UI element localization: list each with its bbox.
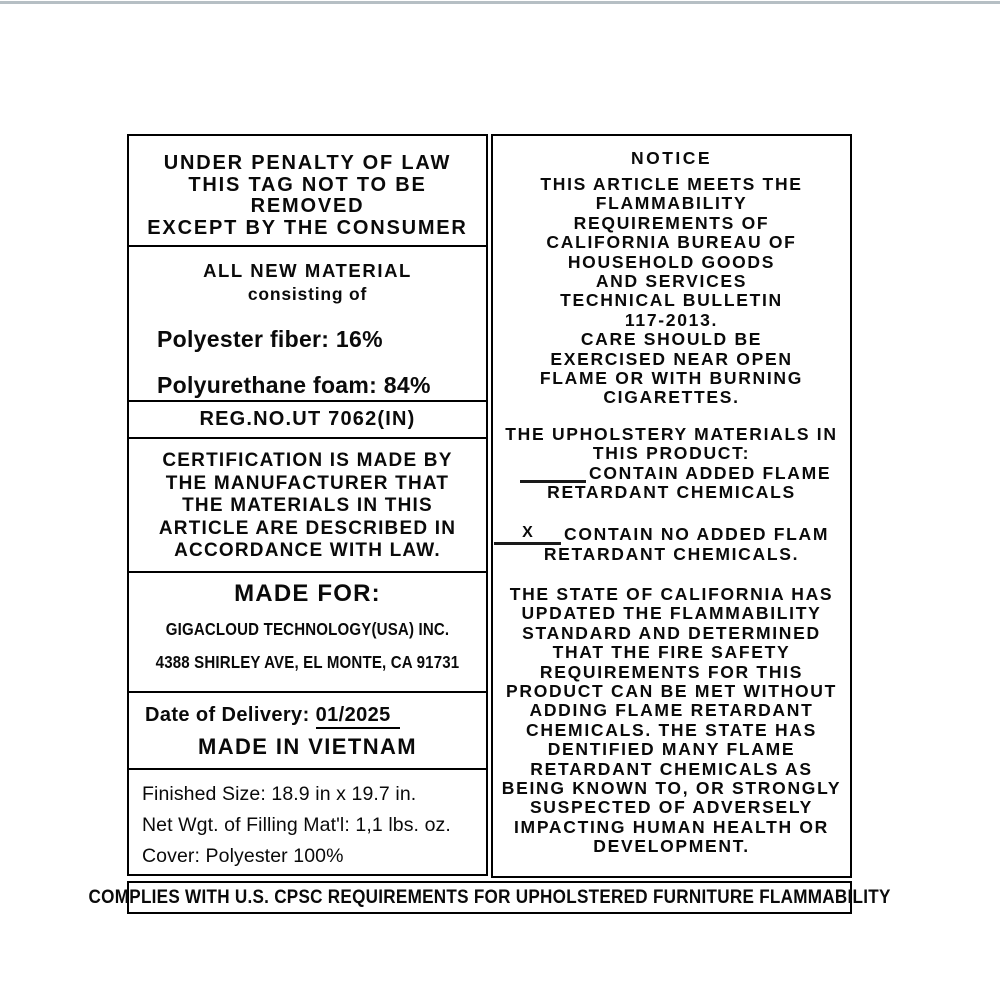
x-mark-underline: X (494, 523, 561, 545)
blank-underline (520, 464, 586, 483)
option-added-text: CONTAIN ADDED FLAME (589, 462, 832, 483)
delivery-label: Date of Delivery: (145, 704, 310, 726)
material-subtitle: consisting of (247, 284, 368, 304)
upholstery-intro: THE UPHOLSTERY MATERIALS IN THIS PRODUCT: (505, 423, 838, 464)
company-address: 4388 SHIRLEY AVE, EL MONTE, CA 91731 (155, 652, 460, 672)
material-section (129, 247, 486, 402)
option-added-row (493, 464, 850, 483)
option-none-row (493, 523, 850, 545)
delivery-section (129, 693, 486, 770)
option-none-text: CONTAIN NO ADDED FLAM (564, 524, 830, 545)
registration-section (129, 402, 486, 439)
certification-section (129, 439, 486, 573)
window-top-edge (0, 1, 1000, 4)
details-section (129, 770, 486, 874)
registration-number: REG.NO.UT 7062(IN) (199, 408, 416, 430)
footer-text: COMPLIES WITH U.S. CPSC REQUIREMENTS FOR UPHOLSTERED FURNITURE FLAMMABILITY (88, 886, 891, 908)
law-label-left-panel (127, 134, 488, 876)
option-added-text2: RETARDANT CHEMICALS (547, 482, 796, 503)
notice-body: THIS ARTICLE MEETS THE FLAMMABILITY REQUIREMENTS OF CALIFORNIA BUREAU OF HOUSEHOLD GOODS AND SERVICES TECHNICAL BULLETIN 117-2013. CARE SHOULD BE EXERCISED NEAR OPEN FLAME OR WITH BURNING CIGARETTES. (539, 174, 804, 408)
material-title: ALL NEW MATERIAL (203, 260, 412, 281)
material-item: Polyurethane foam: 84% (157, 372, 431, 398)
penalty-text: UNDER PENALTY OF LAW THIS TAG NOT TO BE REMOVED EXCEPT BY THE CONSUMER (147, 152, 468, 239)
delivery-date: 01/2025 (316, 704, 400, 729)
option-none-text2: RETARDANT CHEMICALS. (543, 543, 800, 564)
footer-strip (88, 881, 891, 914)
made-for-title: MADE FOR: (234, 580, 381, 607)
company-name: GIGACLOUD TECHNOLOGY(USA) INC. (165, 619, 450, 639)
made-for-section (129, 573, 486, 693)
notice-title: NOTICE (630, 148, 713, 168)
penalty-section (129, 136, 486, 247)
certification-text: CERTIFICATION IS MADE BY THE MANUFACTURER THAT THE MATERIALS IN THIS ARTICLE ARE DESCRIBED IN ACCORDANCE WITH LAW. (158, 450, 457, 562)
material-item: Polyester fiber: 16% (157, 326, 383, 352)
origin-text: MADE IN VIETNAM (198, 734, 417, 759)
state-paragraph: THE STATE OF CALIFORNIA HAS UPDATED THE FLAMMABILITY STANDARD AND DETERMINED THAT THE FIRE SAFETY REQUIREMENTS FOR THIS PRODUCT CAN BE MET WITHOUT ADDING FLAME RETARDANT CHEMICALS. THE STATE HAS DENTIFIED MANY FLAME RETARDANT CHEMICALS AS BEING KNOWN TO, OR STRONGLY SUSPECTED OF ADVERSELY IMPACTING HUMAN HEALTH OR DEVELOPMENT. (501, 583, 842, 857)
details-text: Finished Size: 18.9 in x 19.7 in. Net Wgt. of Filling Mat'l: 1,1 lbs. oz. Cover: Polyester 100% (142, 783, 451, 867)
law-label-right-panel (491, 134, 852, 878)
